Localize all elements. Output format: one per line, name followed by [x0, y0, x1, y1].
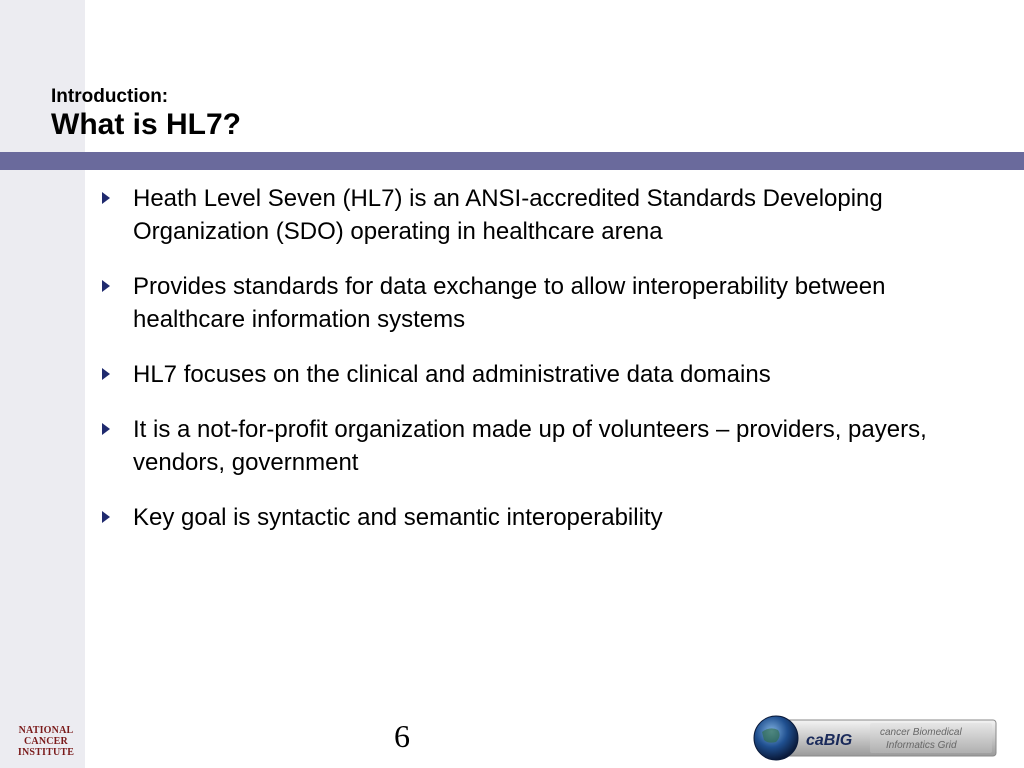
- cabig-logo: [752, 714, 1000, 762]
- slide-title: What is HL7?: [51, 108, 242, 141]
- bullet-arrow-icon: [102, 280, 110, 292]
- bullet-list: [102, 182, 982, 556]
- globe-land-shape: [762, 728, 780, 742]
- slide-subtitle: Introduction:: [51, 86, 169, 107]
- nci-logo-line: NATIONAL: [18, 725, 74, 736]
- bullet-text: It is a not-for-profit organization made up of volunteers – providers, payers, vendors, government: [133, 416, 927, 476]
- nci-logo-line: INSTITUTE: [17, 747, 75, 758]
- page-number: 6: [394, 718, 410, 754]
- nci-logo-line: CANCER: [24, 736, 68, 747]
- nci-logo: [17, 725, 75, 763]
- cabig-name: caBIG: [806, 732, 853, 749]
- title-divider-bar: [0, 152, 1024, 170]
- bullet-text: Key goal is syntactic and semantic interoperability: [133, 504, 663, 531]
- bullet-item: [102, 413, 982, 479]
- bullet-arrow-icon: [102, 511, 110, 523]
- title-block: [51, 86, 241, 142]
- bullet-item: [102, 358, 982, 391]
- bullet-arrow-icon: [102, 423, 110, 435]
- bullet-text: HL7 focuses on the clinical and administrative data domains: [133, 361, 771, 388]
- cabig-tagline-1: cancer Biomedical: [880, 727, 962, 738]
- bullet-text: Provides standards for data exchange to allow interoperability between healthcare information systems: [133, 273, 886, 333]
- cabig-tagline-2: Informatics Grid: [886, 740, 957, 751]
- bullet-item: [102, 501, 982, 534]
- bullet-item: [102, 270, 982, 336]
- bullet-item: [102, 182, 982, 248]
- bullet-arrow-icon: [102, 368, 110, 380]
- bullet-arrow-icon: [102, 192, 110, 204]
- bullet-text: Heath Level Seven (HL7) is an ANSI-accredited Standards Developing Organization (SDO) operating in healthcare arena: [133, 185, 883, 245]
